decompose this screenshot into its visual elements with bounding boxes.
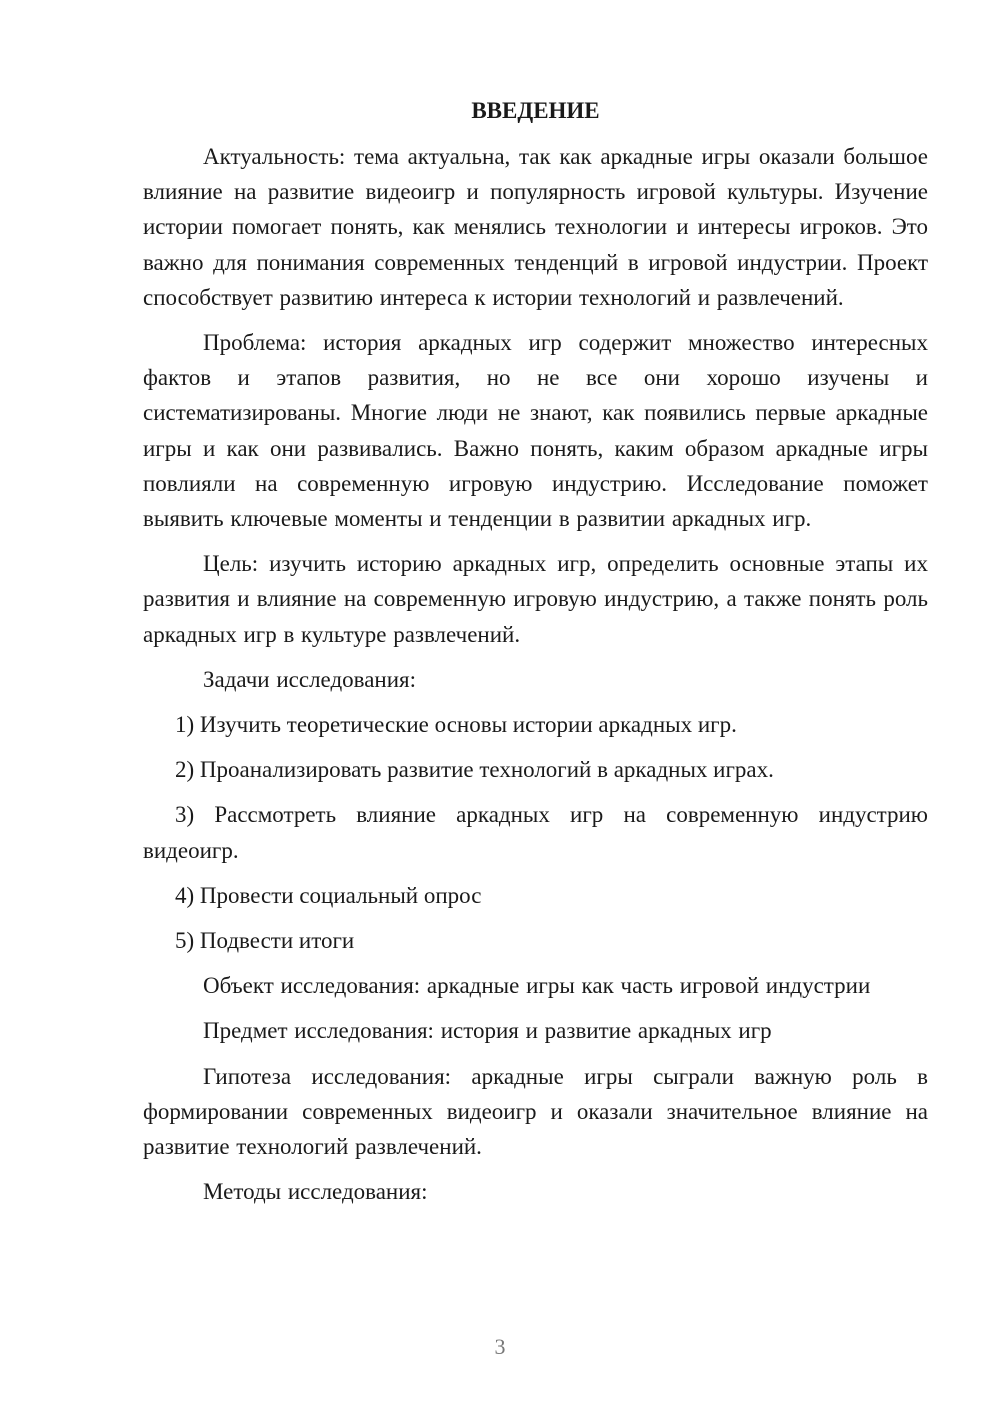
section-title: ВВЕДЕНИЕ — [471, 98, 600, 123]
paragraph-relevance: Актуальность: тема актуальна, так как аркадные игры оказали большое влияние на развитие видеоигр и популярность игровой культуры. Изучение истории помогает понять, как менялись технологии и интересы игроков. Это важно для понимания современных тенденций в игровой индустрии. Проект способствует развитию интереса к истории технологий и развлечений. — [143, 144, 928, 310]
paragraph-methods-heading: Методы исследования: — [203, 1179, 428, 1205]
paragraph-subject: Предмет исследования: история и развитие аркадных игр — [203, 1018, 772, 1044]
task-item-1: 1) Изучить теоретические основы истории аркадных игр. — [175, 712, 737, 738]
task-item-4: 4) Провести социальный опрос — [175, 882, 482, 908]
document-page — [143, 95, 928, 1219]
paragraph-hypothesis: Гипотеза исследования: аркадные игры сыграли важную роль в формировании современных видеоигр и оказали значительное влияние на развитие технологий развлечений. — [143, 1063, 928, 1160]
task-item-3: 3) Рассмотреть влияние аркадных игр на современную индустрию видеоигр. — [143, 802, 928, 863]
paragraph-object: Объект исследования: аркадные игры как часть игровой индустрии — [203, 973, 871, 999]
paragraph-problem: Проблема: история аркадных игр содержит множество интересных фактов и этапов развития, но не все они хорошо изучены и систематизированы. Многие люди не знают, как появились первые аркадные игры и как они развивались. Важно понять, каким образом аркадные игры повлияли на современную игровую индустрию. Исследование поможет выявить ключевые моменты и тенденции в развитии аркадных игр. — [143, 330, 928, 532]
page-number: 3 — [494, 1334, 506, 1359]
paragraph-goal: Цель: изучить историю аркадных игр, определить основные этапы их развития и влияние на современную игровую индустрию, а также понять роль аркадных игр в культуре развлечений. — [143, 551, 928, 647]
paragraph-tasks-heading: Задачи исследования: — [203, 666, 417, 692]
task-item-2: 2) Проанализировать развитие технологий в аркадных играх. — [175, 757, 774, 783]
task-item-5: 5) Подвести итоги — [175, 928, 355, 954]
